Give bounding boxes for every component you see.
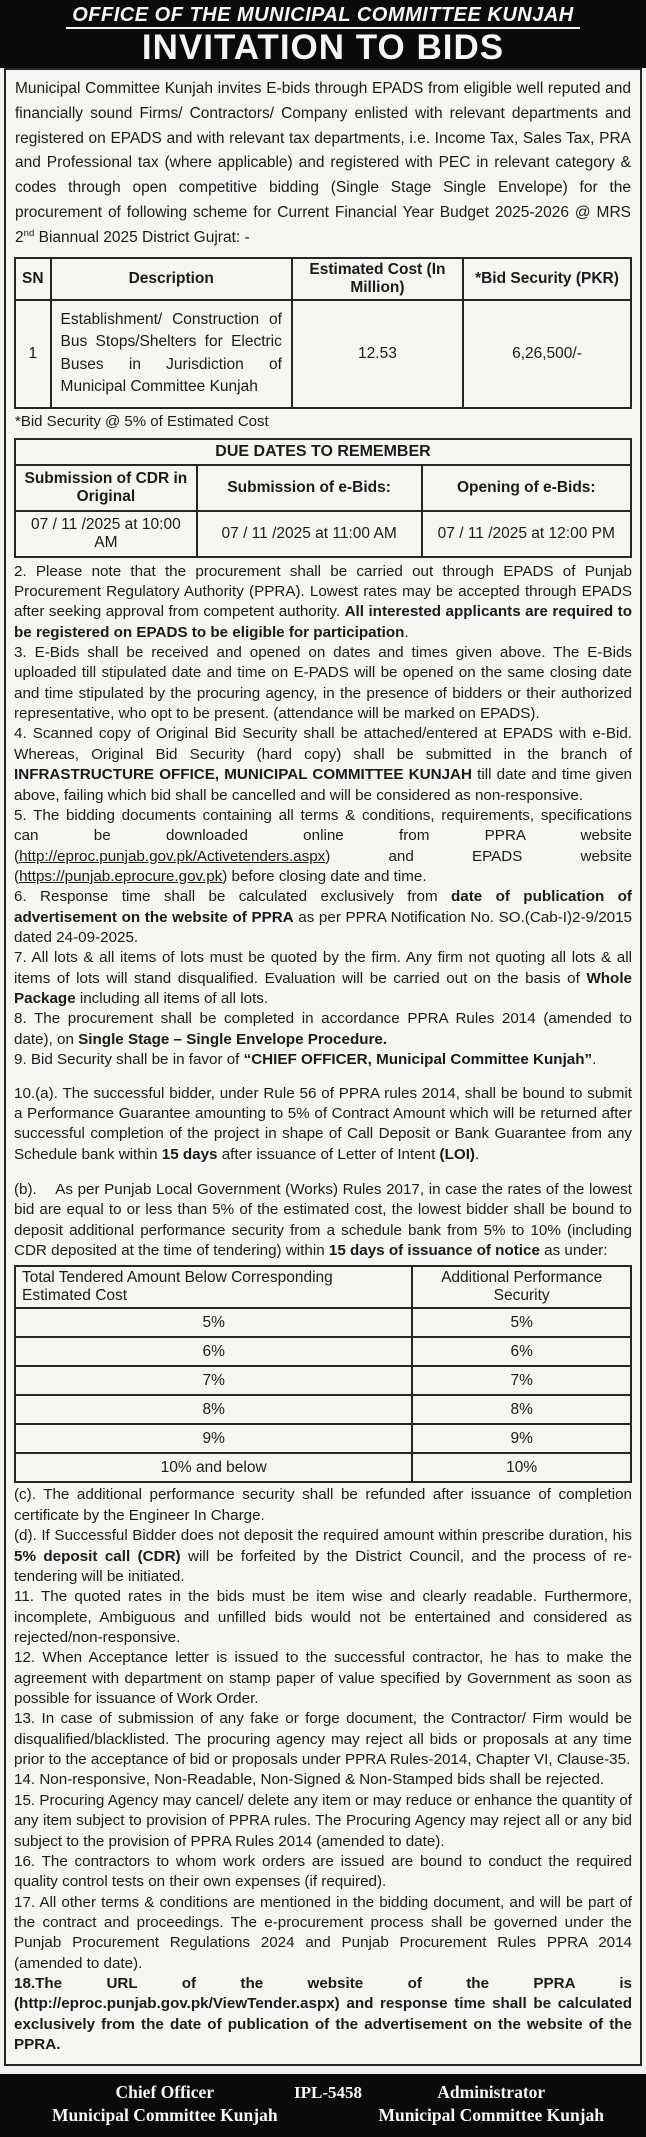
security-cell-security: 9% [412, 1424, 631, 1453]
clauses-section-b [14, 1485, 632, 2055]
notice-body [4, 68, 642, 2066]
clause-paragraph: 9. Bid Security shall be in favor of “CHIEF OFFICER, Municipal Committee Kunjah”. [14, 1051, 597, 1069]
chief-officer-signature-block [52, 2081, 278, 2128]
due-dates-col-header-cdr: Submission of CDR in Original [15, 465, 197, 511]
security-cell-security: 6% [412, 1337, 631, 1366]
security-table-row [15, 1337, 631, 1366]
clause-paragraph: 12. When Acceptance letter is issued to the successful contractor, he has to make the agreement with department on stamp paper of value specified by Government as soon as possible for issuance of Work Order. [14, 1649, 632, 1708]
security-cell-amount: 8% [15, 1395, 412, 1424]
clause-paragraph: 17. All other terms & conditions are mentioned in the bidding document, and will be part of the contract and proceedings. The e-procurement process shall be governed under the Punjab Procurement Regulations 2024 and Punjab Procurement Rules PPRA 2014 (amended to date). [14, 1893, 632, 1972]
works-table-header-row [15, 258, 631, 300]
clause-paragraph: (b). As per Punjab Local Government (Works) Rules 2017, in case the rates of the lowest bid are equal to or less than 5% of the estimated cost, the lowest bidder shall be bound to deposit additional performance security from a schedule bank from 5% to 10% (including CDR deposited at the time of tendering) within 15 days of issuance of notice as under: [14, 1181, 632, 1260]
due-dates-value-row [15, 511, 631, 557]
security-cell-amount: 5% [15, 1308, 412, 1337]
signatures-footer [0, 2074, 646, 2137]
works-col-header-estimated-cost: Estimated Cost (In Million) [292, 258, 463, 300]
works-col-header-sn: SN [15, 258, 51, 300]
security-cell-amount: 6% [15, 1337, 412, 1366]
works-table [14, 257, 632, 409]
due-date-cdr-value: 07 / 11 /2025 at 10:00 AM [15, 511, 197, 557]
security-cell-security: 8% [412, 1395, 631, 1424]
works-col-header-bid-security: *Bid Security (PKR) [463, 258, 631, 300]
ipl-code: IPL-5458 [294, 2082, 362, 2102]
additional-performance-security-table [14, 1265, 632, 1483]
security-cell-security: 5% [412, 1308, 631, 1337]
clause-paragraph: (d). If Successful Bidder does not deposit the required amount within prescribe duration, his 5% deposit call (CDR) will be forfeited by the District Council, and the process of re-tendering will be initiated. [14, 1527, 633, 1585]
chief-officer-title: Chief Officer [115, 2081, 215, 2102]
invitation-banner-title: INVITATION TO BIDS [141, 28, 505, 67]
clause-paragraph: 16. The contractors to whom work orders are issued are bound to conduct the required quality control tests on their own expenses (if required). [14, 1852, 632, 1891]
administrator-org: Municipal Committee Kunjah [378, 2105, 604, 2126]
security-cell-security: 10% [412, 1453, 631, 1482]
footer-gap [0, 2066, 646, 2074]
clause-paragraph: 10.(a). The successful bidder, under Rule 56 of PPRA rules 2014, shall be bound to submit a Performance Guarantee amounting to 5% of Contract Amount which will be returned after successful completion of the project in shape of Call Deposit or Bank Guarantee from any Schedule bank within 15 days after issuance of Letter of Intent (LOI). [14, 1084, 632, 1163]
due-dates-title-row [15, 439, 631, 465]
clause-paragraph: 15. Procuring Agency may cancel/ delete any item or may reduce or enhance the quantity of any item subject to provision of PPRA rules. The Procuring Agency may reject all or any bid subject to the provision of PPRA Rules 2014 (amended to date). [14, 1791, 632, 1850]
due-date-opening-value: 07 / 11 /2025 at 12:00 PM [422, 511, 631, 557]
works-cell-description: Establishment/ Construction of Bus Stops/Shelters for Electric Buses in Jurisdiction of Municipal Committee Kunjah [51, 300, 292, 408]
clause-paragraph: 18.The URL of the website of the PPRA is (http://eproc.punjab.gov.pk/ViewTender.aspx) and response time shall be calculated exclusively from the date of publication of the advertisement on the website of the PPRA. [14, 1975, 632, 2054]
masthead [0, 0, 646, 68]
intro-paragraph: Municipal Committee Kunjah invites E-bids through EPADS from eligible well reputed and financially sound Firms/ Contractors/ Company enlisted with relevant departments and registered on EPADS and with relevant tax departments, i.e. Income Tax, Sales Tax, PRA and Professional tax (where applicable) and registered with PEC in relevant category & codes through open competitive bidding (Single Stage Single Envelope) for the procurement of following scheme for Current Financial Year Budget 2025-2026 @ MRS 2nd Biannual 2025 District Gujrat: - [15, 80, 631, 246]
administrator-signature-block [378, 2081, 604, 2128]
clause-paragraph: 3. E-Bids shall be received and opened on dates and times given above. The E-Bids uploaded till stipulated date and time on E-PADS will be opened on the same closing date and time stipulated by the procuring agency, in the presence of bidders or their authorized representative, who opt to be present. (attendance will be marked on EPADS). [14, 644, 632, 723]
due-dates-col-header-opening: Opening of e-Bids: [422, 465, 631, 511]
due-date-submission-value: 07 / 11 /2025 at 11:00 AM [197, 511, 422, 557]
office-title: OFFICE OF THE MUNICIPAL COMMITTEE KUNJAH [66, 4, 579, 29]
clause-paragraph: 5. The bidding documents containing all terms & conditions, requirements, specifications can be downloaded online from PPRA website (http://eproc.punjab.gov.pk/Activetenders.aspx) and EPADS website (https://punjab.eprocure.gov.pk) before closing date and time. [14, 806, 632, 885]
bid-security-footnote: *Bid Security @ 5% of Estimated Cost [15, 412, 269, 430]
security-cell-amount: 9% [15, 1424, 412, 1453]
chief-officer-org: Municipal Committee Kunjah [52, 2105, 278, 2126]
security-table-row [15, 1395, 631, 1424]
security-col-header-tendered-amount: Total Tendered Amount Below Corresponding Estimated Cost [15, 1266, 412, 1308]
works-cell-estimated-cost: 12.53 [292, 300, 463, 408]
security-col-header-additional-security: Additional Performance Security [412, 1266, 631, 1308]
security-table-row [15, 1308, 631, 1337]
clause-paragraph: 8. The procurement shall be completed in accordance PPRA Rules 2014 (amended to date), on Single Stage – Single Envelope Procedure. [14, 1010, 632, 1048]
due-dates-header-row [15, 465, 631, 511]
administrator-title: Administrator [437, 2081, 546, 2102]
security-table-row [15, 1424, 631, 1453]
clause-paragraph: 13. In case of submission of any fake or forge document, the Contractor/ Firm would be disqualified/blacklisted. The procuring agency may reject all bids or proposals at any time prior to the acceptance of bid or proposals under PPRA Rules-2014, Chapter VI, Clause-35. [14, 1710, 632, 1769]
clauses-section-a [14, 562, 632, 1262]
security-table-row [15, 1366, 631, 1395]
security-table-row [15, 1453, 631, 1482]
works-cell-bid-security: 6,26,500/- [463, 300, 631, 408]
security-table-header-row [15, 1266, 631, 1308]
due-dates-table [14, 438, 632, 558]
clause-paragraph: 2. Please note that the procurement shall be carried out through EPADS of Punjab Procurement Regulatory Authority (PPRA). Lowest rates may be accepted through EPADS after seeking approval from competent authority. All interested applicants are required to be registered on EPADS to be eligible for participation. [14, 562, 633, 641]
clause-paragraph: 14. Non-responsive, Non-Readable, Non-Signed & Non-Stamped bids shall be rejected. [14, 1771, 605, 1789]
clause-paragraph: 11. The quoted rates in the bids must be item wise and clearly readable. Furthermore, incomplete, Ambiguous and unfilled bids would not be entertained and considered as rejected/non-responsive. [14, 1588, 632, 1646]
due-dates-col-header-submission: Submission of e-Bids: [197, 465, 422, 511]
works-col-header-description: Description [51, 258, 292, 300]
security-cell-amount: 7% [15, 1366, 412, 1395]
clause-paragraph: 7. All lots & all items of lots must be quoted by the firm. Any firm not quoting all lots & all items of lots will stand disqualified. Evaluation will be carried out on the basis of Whole Package including all items of all lots. [14, 949, 632, 1008]
due-dates-title: DUE DATES TO REMEMBER [15, 439, 631, 465]
clause-paragraph: (c). The additional performance security shall be refunded after issuance of completion certificate by the Engineer In Charge. [14, 1486, 632, 1524]
clause-paragraph: 4. Scanned copy of Original Bid Security shall be attached/entered at EPADS with e-Bid. Whereas, Original Bid Security (hard copy) shall be submitted in the branch of INFRASTRUCTURE OFFICE, MUNICIPAL COMMITTEE KUNJAH till date and time given above, failing which bid shall be cancelled and will be considered as non-responsive. [14, 725, 632, 804]
works-table-row [15, 300, 631, 408]
clause-paragraph: 6. Response time shall be calculated exclusively from date of publication of advertisement on the website of PPRA as per PPRA Notification No. SO.(Cab-I)2-9/2015 dated 24-09-2025. [14, 888, 633, 947]
works-cell-sn: 1 [15, 300, 51, 408]
security-cell-security: 7% [412, 1366, 631, 1395]
security-cell-amount: 10% and below [15, 1453, 412, 1482]
